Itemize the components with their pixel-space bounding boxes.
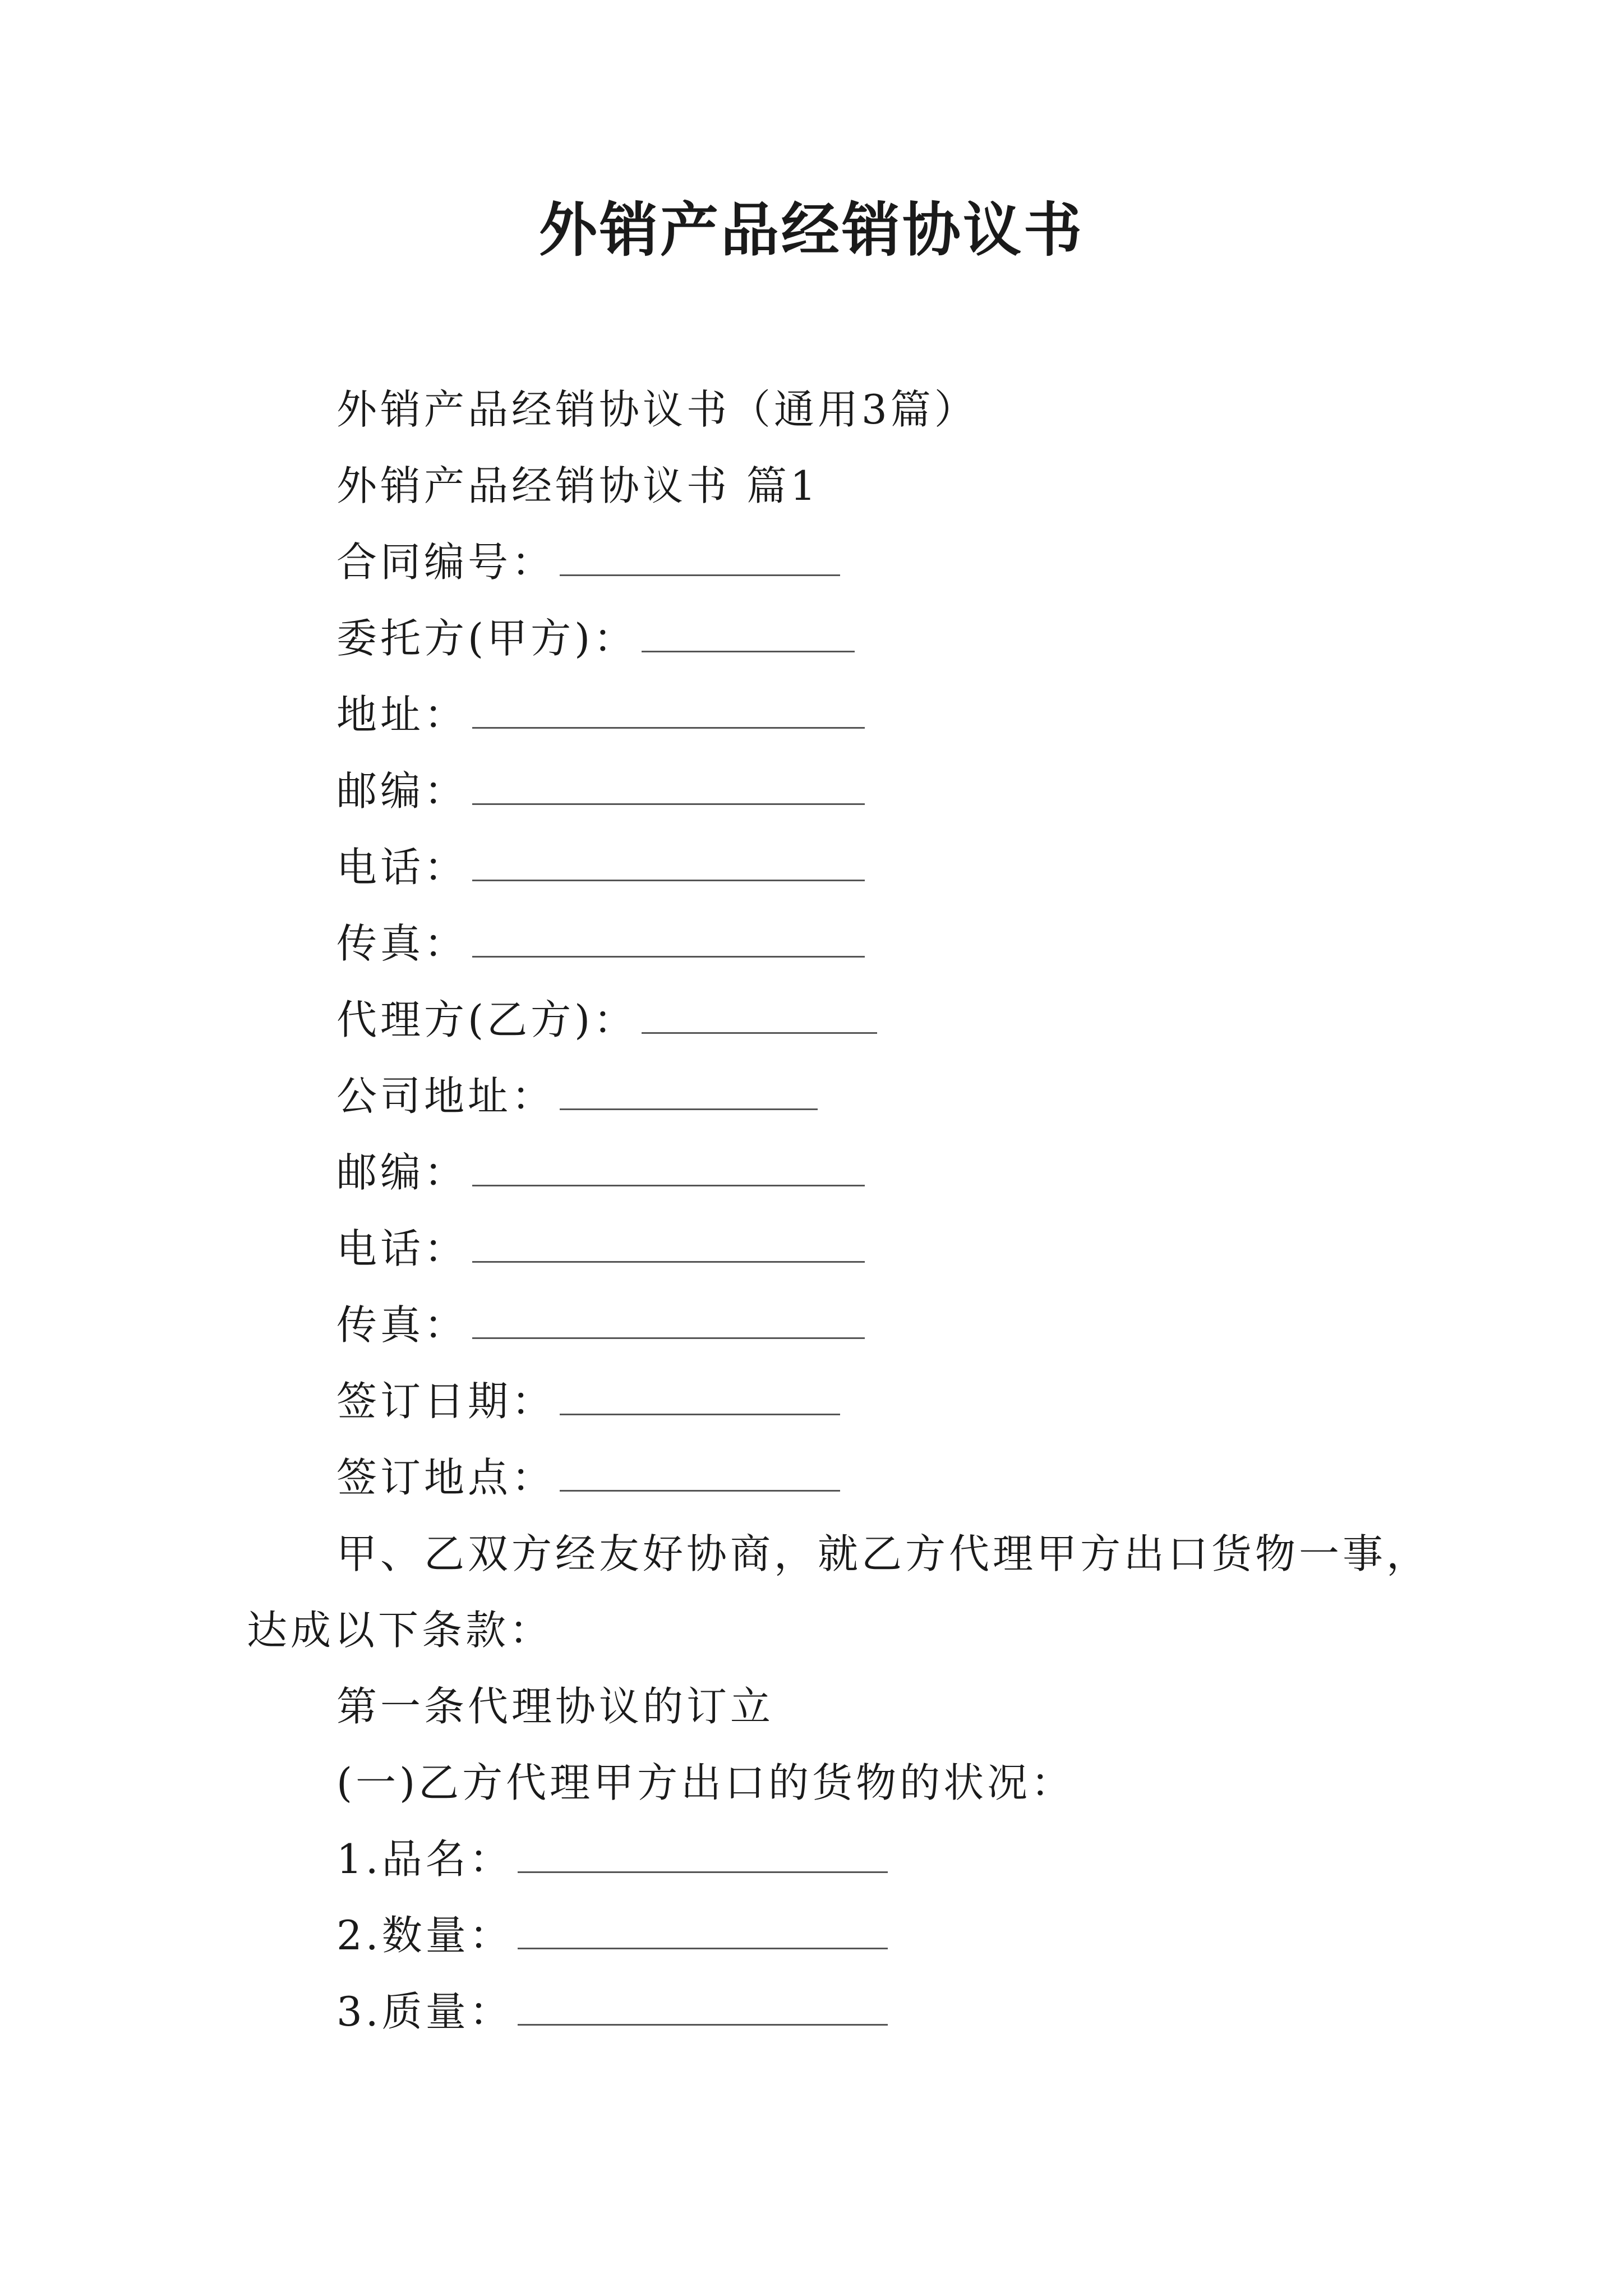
field-label: 电话： (336, 844, 468, 891)
field-label: 地址： (336, 691, 468, 738)
field-fax-b (336, 1297, 865, 1353)
field-label: 签订地点： (336, 1454, 556, 1501)
field-postcode-a (336, 763, 865, 819)
item-name (336, 1831, 888, 1887)
field-client (336, 610, 855, 666)
field-label: 传真： (336, 1301, 468, 1349)
field-label: 公司地址： (336, 1073, 556, 1120)
field-phone-b (336, 1221, 865, 1277)
field-label: 邮编： (336, 1149, 468, 1196)
field-label: 合同编号： (336, 539, 556, 586)
field-label: 电话： (336, 1225, 468, 1272)
document-subtitle: 外销产品经销协议书（通用3篇） (336, 386, 978, 433)
field-label: 代理方(乙方)： (336, 996, 638, 1043)
field-label: 2.数量： (336, 1912, 513, 1959)
blank-line (518, 1990, 888, 2026)
blank-line (518, 1838, 888, 1873)
blank-line (642, 999, 877, 1034)
field-phone-a (336, 839, 865, 895)
blank-line (560, 541, 840, 576)
document-title: 外销产品经销协议书 (538, 195, 1084, 264)
field-label: 传真： (336, 920, 468, 967)
blank-line (472, 846, 865, 881)
blank-line (518, 1914, 888, 1949)
blank-line (472, 770, 865, 805)
blank-line (560, 1380, 840, 1415)
field-fax-a (336, 915, 865, 972)
field-agent (336, 992, 877, 1048)
section-heading: 外销产品经销协议书 篇1 (336, 462, 819, 509)
article-1-heading: 第一条代理协议的订立 (336, 1683, 774, 1730)
field-label: 签订日期： (336, 1378, 556, 1425)
field-address (336, 687, 865, 743)
blank-line (472, 1304, 865, 1339)
field-label: 邮编： (336, 767, 468, 815)
blank-line (472, 922, 865, 958)
paragraph-intro-line1: 甲、乙双方经友好协商，就乙方代理甲方出口货物一事， (336, 1530, 1431, 1577)
field-label: 1.品名： (336, 1835, 513, 1883)
blank-line (472, 1151, 865, 1186)
paragraph-intro-line2: 达成以下条款： (247, 1607, 554, 1654)
field-sign-date (336, 1373, 840, 1429)
field-label: 3.质量： (336, 1988, 513, 2035)
field-sign-place (336, 1450, 840, 1506)
clause-1: (一)乙方代理甲方出口的货物的状况： (336, 1759, 1075, 1806)
field-contract-no (336, 534, 840, 590)
blank-line (560, 1456, 840, 1492)
blank-line (472, 1227, 865, 1263)
field-company-address (336, 1068, 818, 1124)
item-quality (336, 1984, 888, 2040)
blank-line (560, 1075, 818, 1110)
item-quantity (336, 1907, 888, 1963)
field-label: 委托方(甲方)： (336, 615, 638, 662)
field-postcode-b (336, 1144, 865, 1200)
blank-line (642, 617, 855, 652)
blank-line (472, 693, 865, 729)
